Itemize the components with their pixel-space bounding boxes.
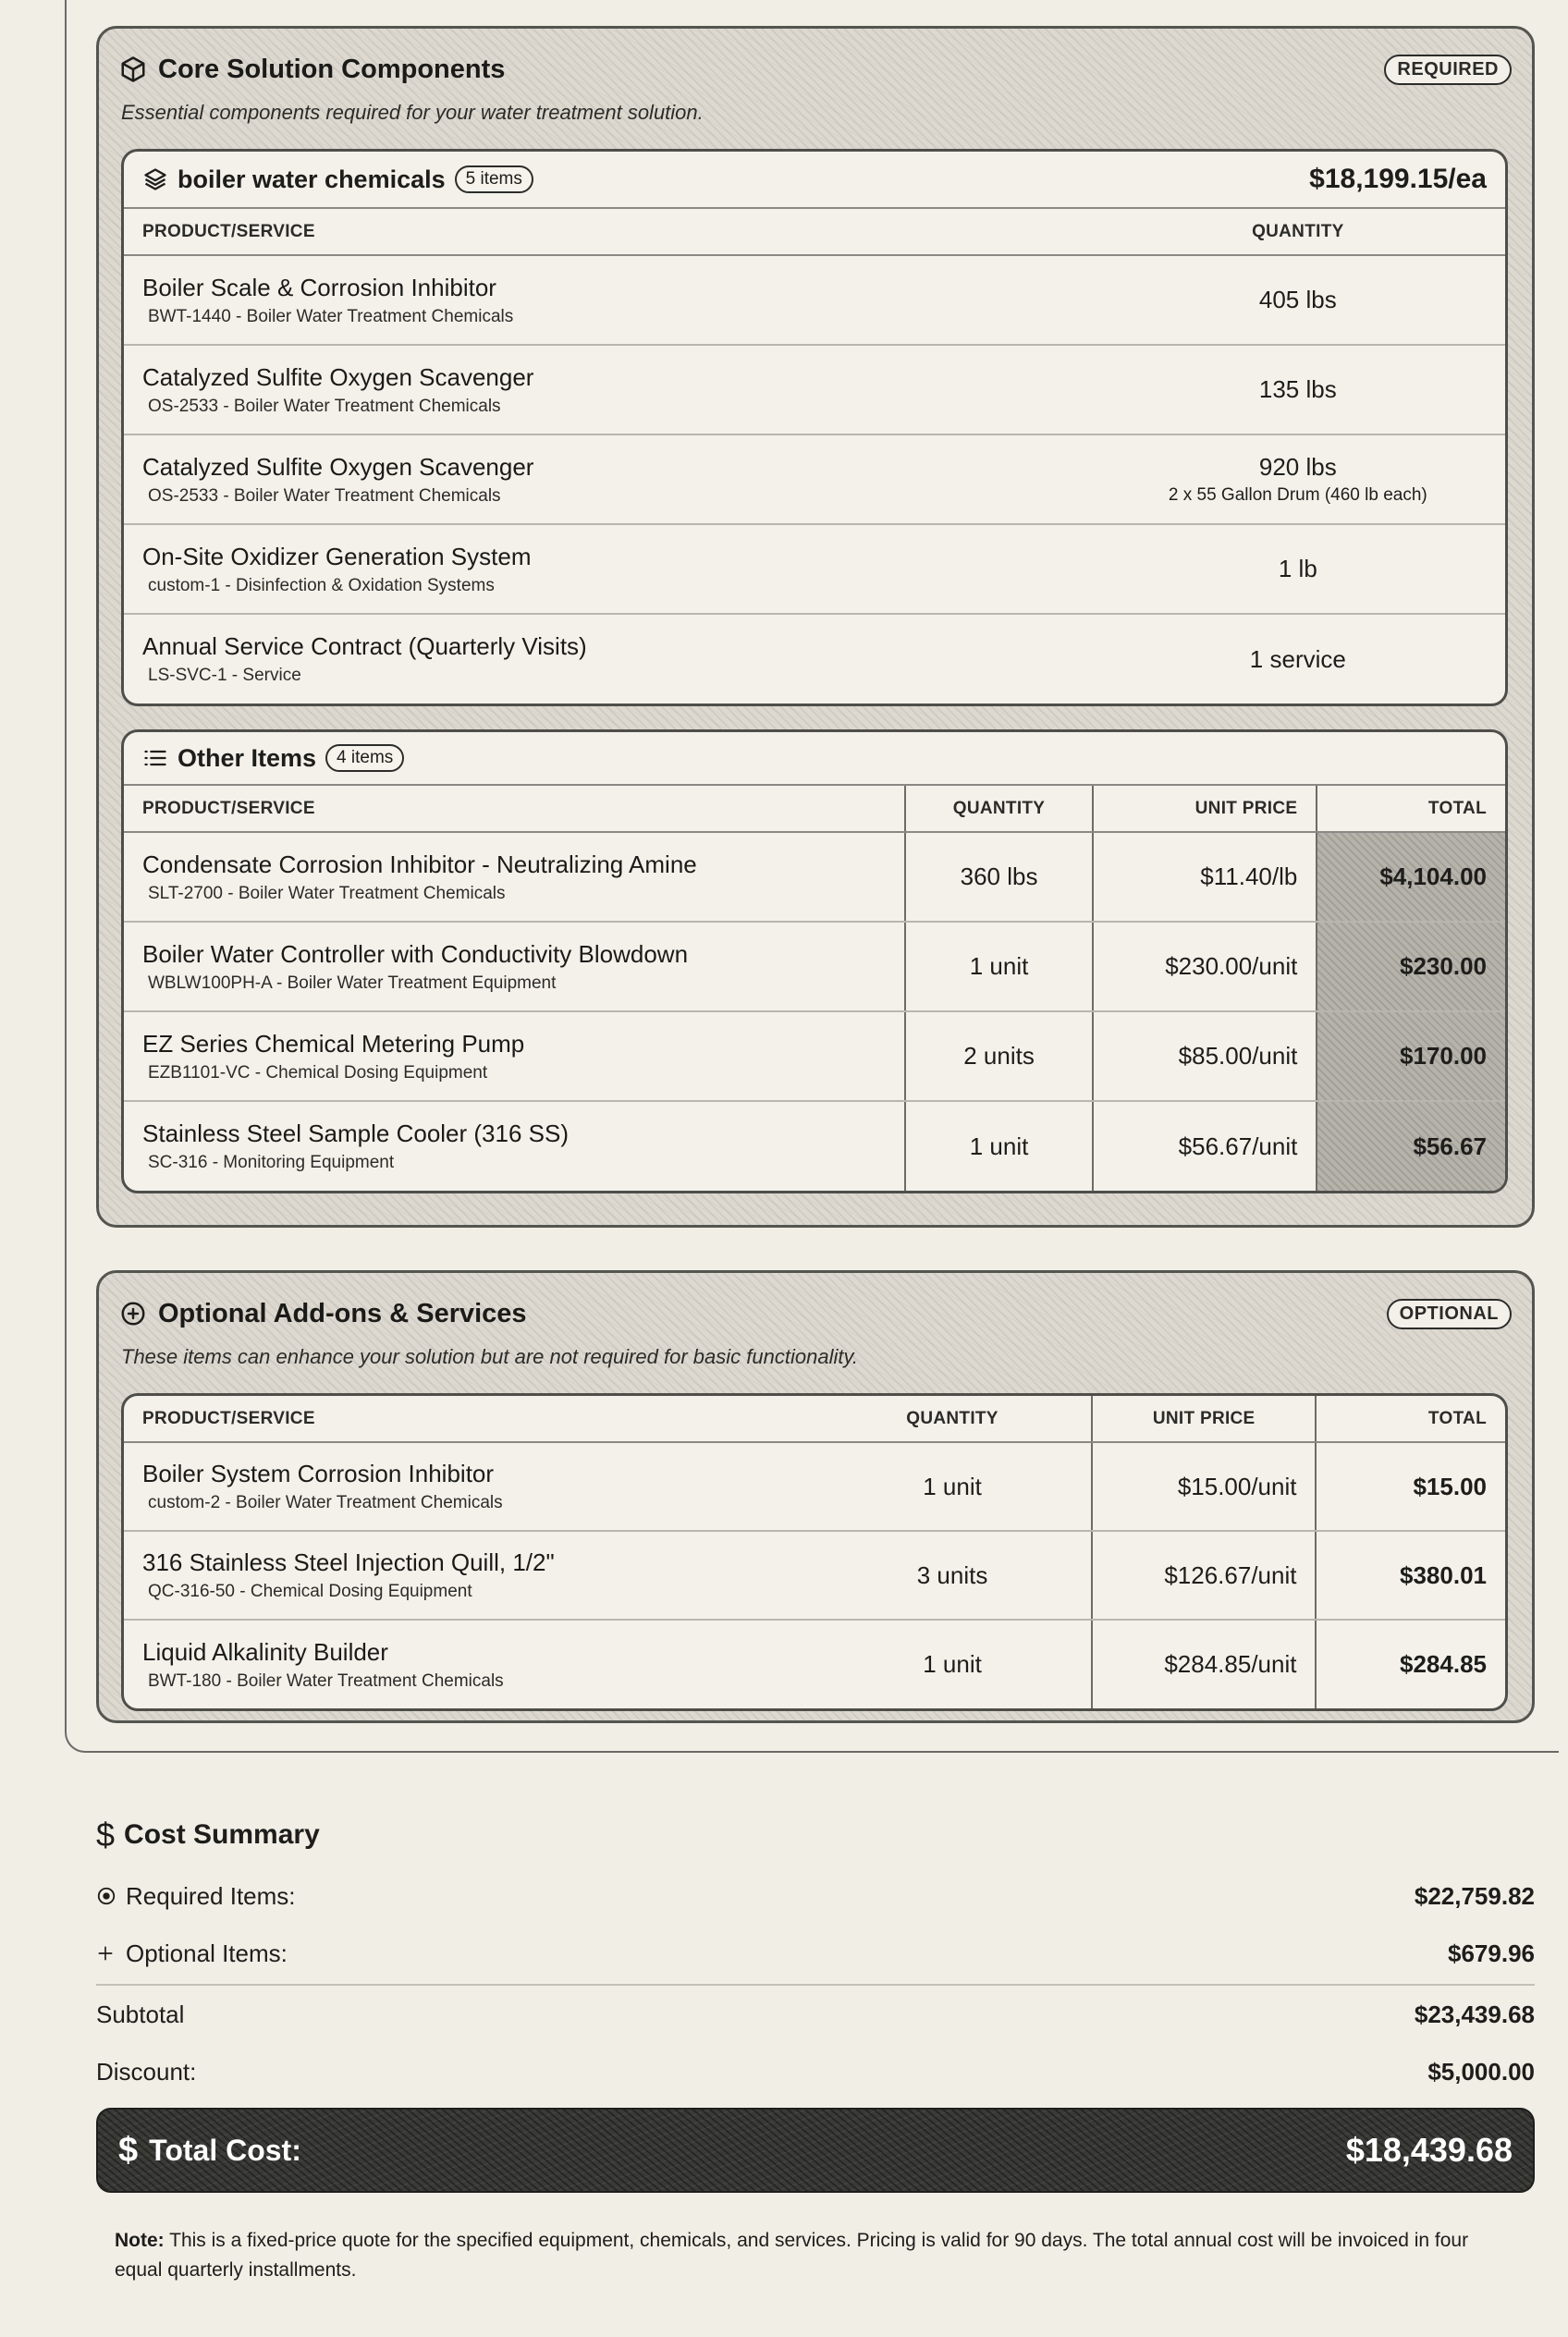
column-header-total: TOTAL: [1316, 1396, 1505, 1442]
quantity: 920 lbs: [1258, 453, 1337, 481]
layers-icon: [142, 166, 168, 192]
product-meta: OS-2533 - Boiler Water Treatment Chemicals: [148, 485, 501, 506]
product-meta: EZB1101-VC - Chemical Dosing Equipment: [148, 1062, 488, 1083]
line-total: $15.00: [1316, 1442, 1505, 1531]
quantity: 405 lbs: [1258, 286, 1337, 313]
quantity: 1 unit: [814, 1442, 1092, 1531]
quantity: 1 service: [1249, 644, 1346, 673]
core-section-description: Essential components required for your water treatment solution.: [121, 101, 704, 124]
discount-row: [96, 2043, 1535, 2100]
group-title: Other Items: [178, 743, 317, 772]
quantity: 2 units: [905, 1011, 1093, 1101]
subtotal-value: $23,439.68: [1414, 2000, 1535, 2028]
unit-price: $56.67/unit: [1093, 1101, 1317, 1191]
item-count-badge: 5 items: [455, 165, 533, 193]
cost-summary-header: [96, 1812, 1535, 1858]
item-count-badge: 4 items: [325, 744, 404, 772]
cost-summary: [96, 1812, 1535, 2285]
group-header: [124, 152, 1505, 209]
quantity: 1 unit: [905, 922, 1093, 1011]
table-row: [124, 1620, 1505, 1708]
group-title: boiler water chemicals: [178, 165, 446, 193]
table-row: [124, 524, 1505, 614]
product-meta: custom-1 - Disinfection & Oxidation Systems: [148, 575, 495, 595]
product-name: 316 Stainless Steel Injection Quill, 1/2": [142, 1548, 555, 1576]
product-meta: custom-2 - Boiler Water Treatment Chemicals: [148, 1493, 503, 1512]
unit-price: $15.00/unit: [1092, 1442, 1317, 1531]
optional-badge: OPTIONAL: [1387, 1299, 1512, 1329]
table-row: [124, 255, 1505, 345]
column-header-product: PRODUCT/SERVICE: [124, 1396, 814, 1442]
table-row: [124, 434, 1505, 524]
unit-price: $11.40/lb: [1093, 832, 1317, 922]
note-label: Note:: [115, 2230, 165, 2251]
product-meta: OS-2533 - Boiler Water Treatment Chemicals: [148, 396, 501, 416]
total-cost-label: Total Cost:: [149, 2133, 301, 2167]
column-header-unit-price: UNIT PRICE: [1092, 1396, 1317, 1442]
product-name: Boiler Scale & Corrosion Inhibitor: [142, 273, 496, 301]
line-total: $284.85: [1316, 1620, 1505, 1708]
other-items-table: [124, 786, 1505, 1191]
product-name: Condensate Corrosion Inhibitor - Neutralizing Amine: [142, 850, 697, 878]
product-name: Annual Service Contract (Quarterly Visits): [142, 632, 587, 660]
unit-price: $230.00/unit: [1093, 922, 1317, 1011]
dot-circle-icon: [96, 1886, 116, 1906]
core-section-header: [119, 47, 1512, 92]
required-items-label: Required Items:: [126, 1881, 296, 1910]
core-section-title: Core Solution Components: [158, 54, 506, 84]
column-header-product: PRODUCT/SERVICE: [124, 209, 1091, 255]
quantity: 1 unit: [923, 1650, 982, 1678]
dollar-icon: $: [96, 1816, 116, 1854]
other-items-group: [121, 729, 1508, 1193]
unit-price: $85.00/unit: [1093, 1011, 1317, 1101]
required-items-row: [96, 1867, 1535, 1925]
quantity: 135 lbs: [1258, 375, 1337, 403]
quantity: 1 unit: [905, 1101, 1093, 1191]
column-header-total: TOTAL: [1317, 786, 1505, 832]
plus-circle-icon: [119, 1300, 147, 1328]
product-name: Boiler System Corrosion Inhibitor: [142, 1460, 495, 1487]
required-badge: REQUIRED: [1384, 55, 1512, 85]
product-name: Stainless Steel Sample Cooler (316 SS): [142, 1120, 570, 1147]
product-meta: QC-316-50 - Chemical Dosing Equipment: [148, 1582, 472, 1601]
product-meta: LS-SVC-1 - Service: [148, 666, 301, 685]
total-cost-bar: [96, 2108, 1535, 2193]
column-header-unit-price: UNIT PRICE: [1093, 786, 1317, 832]
column-header-quantity: QUANTITY: [1091, 209, 1505, 255]
line-total: $380.01: [1316, 1531, 1505, 1620]
column-header-product: PRODUCT/SERVICE: [124, 786, 905, 832]
product-name: Catalyzed Sulfite Oxygen Scavenger: [142, 362, 534, 391]
product-meta: BWT-1440 - Boiler Water Treatment Chemicals: [148, 306, 514, 326]
optional-items-row: [96, 1925, 1535, 1982]
table-row: [124, 1442, 1505, 1531]
product-meta: BWT-180 - Boiler Water Treatment Chemicals: [148, 1670, 504, 1691]
unit-price: $284.85/unit: [1092, 1620, 1317, 1708]
product-name: EZ Series Chemical Metering Pump: [142, 1029, 525, 1058]
quantity: 3 units: [814, 1531, 1092, 1620]
optional-addons-section: [96, 1270, 1535, 1723]
note-text: This is a fixed-price quote for the specified equipment, chemicals, and services. Pricing is valid for 90 days. The total annual cost will be invoiced in four equal quarterly installments.: [115, 2230, 1469, 2281]
list-icon: [142, 745, 168, 771]
boiler-water-chemicals-group: [121, 149, 1508, 706]
plus-icon: [96, 1944, 115, 1963]
column-header-quantity: QUANTITY: [814, 1396, 1092, 1442]
table-row: [124, 1011, 1505, 1101]
table-row: [124, 832, 1505, 922]
optional-section-header: [119, 1291, 1512, 1336]
group-price: $18,199.15/ea: [1309, 164, 1487, 194]
subtotal-row: [96, 1986, 1535, 2043]
optional-items-table: [124, 1396, 1505, 1708]
cost-summary-title: Cost Summary: [124, 1819, 320, 1850]
line-total: $4,104.00: [1317, 832, 1505, 922]
optional-items-group: [121, 1393, 1508, 1711]
table-row: [124, 1531, 1505, 1620]
quantity: 1 lb: [1278, 555, 1317, 582]
optional-items-value: $679.96: [1448, 1939, 1535, 1967]
dollar-icon: $: [118, 2130, 139, 2170]
product-meta: SC-316 - Monitoring Equipment: [148, 1153, 395, 1172]
product-name: Liquid Alkalinity Builder: [142, 1637, 388, 1666]
table-row: [124, 1101, 1505, 1191]
total-cost-value: $18,439.68: [1345, 2131, 1513, 2169]
optional-section-title: Optional Add-ons & Services: [158, 1298, 527, 1328]
quantity-note: 2 x 55 Gallon Drum (460 lb each): [1168, 485, 1427, 505]
core-solution-section: [96, 26, 1535, 1228]
boiler-chemicals-table: [124, 209, 1505, 704]
product-name: Boiler Water Controller with Conductivity Blowdown: [142, 939, 689, 968]
line-total: $230.00: [1317, 922, 1505, 1011]
product-meta: SLT-2700 - Boiler Water Treatment Chemicals: [148, 883, 506, 903]
column-header-quantity: QUANTITY: [905, 786, 1093, 832]
optional-section-description: These items can enhance your solution but are not required for basic functionality.: [121, 1345, 858, 1368]
cube-icon: [119, 55, 147, 83]
table-row: [124, 614, 1505, 704]
line-total: $170.00: [1317, 1011, 1505, 1101]
table-row: [124, 345, 1505, 434]
subtotal-label: Subtotal: [96, 2000, 185, 2028]
group-header: [124, 732, 1505, 786]
optional-items-label: Optional Items:: [126, 1939, 288, 1967]
table-row: [124, 922, 1505, 1011]
product-meta: WBLW100PH-A - Boiler Water Treatment Equipment: [148, 973, 557, 993]
pricing-note: [96, 2226, 1535, 2285]
quantity: 360 lbs: [905, 832, 1093, 922]
product-name: On-Site Oxidizer Generation System: [142, 542, 532, 570]
product-name: Catalyzed Sulfite Oxygen Scavenger: [142, 452, 534, 481]
discount-label: Discount:: [96, 2057, 197, 2086]
line-total: $56.67: [1317, 1101, 1505, 1191]
discount-value: $5,000.00: [1427, 2057, 1535, 2086]
unit-price: $126.67/unit: [1092, 1531, 1317, 1620]
required-items-value: $22,759.82: [1414, 1881, 1535, 1910]
